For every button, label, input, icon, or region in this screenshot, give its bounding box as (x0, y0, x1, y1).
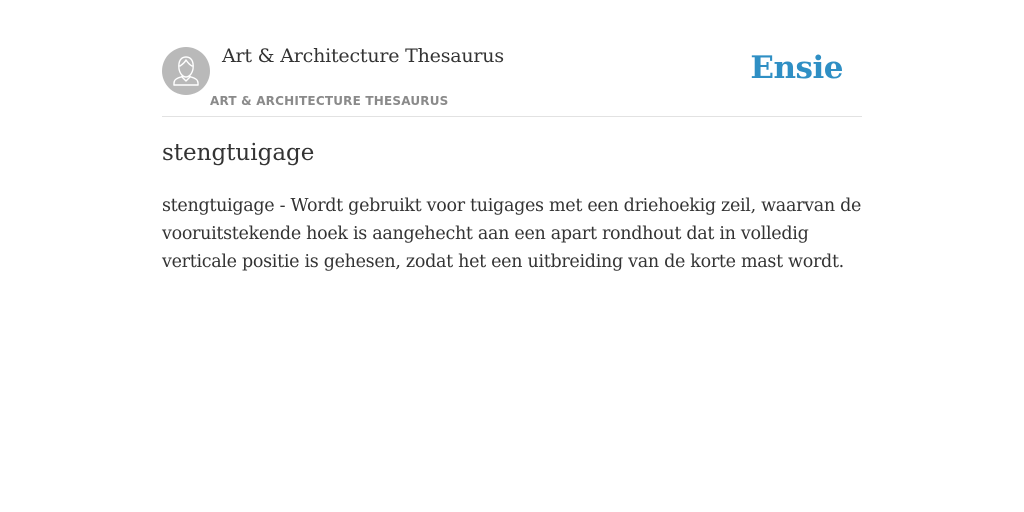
entry-definition: stengtuigage - Wordt gebruikt voor tuigages met een driehoekig zeil, waarvan de vooruitstekende hoek is aangehecht aan een apart rondhout dat in volledig verticale positie is gehesen, zodat het een uitbreiding van de korte mast wordt. (162, 196, 862, 272)
author-tag[interactable]: ART & ARCHITECTURE THESAURUS (210, 94, 449, 108)
author-avatar[interactable] (162, 47, 210, 95)
entry-term: stengtuigage (162, 140, 315, 166)
user-avatar-icon (162, 47, 210, 95)
entry-header (162, 0, 862, 117)
author-name[interactable]: Art & Architecture Thesaurus (222, 45, 504, 67)
brand-logo[interactable]: Ensie (750, 50, 843, 86)
